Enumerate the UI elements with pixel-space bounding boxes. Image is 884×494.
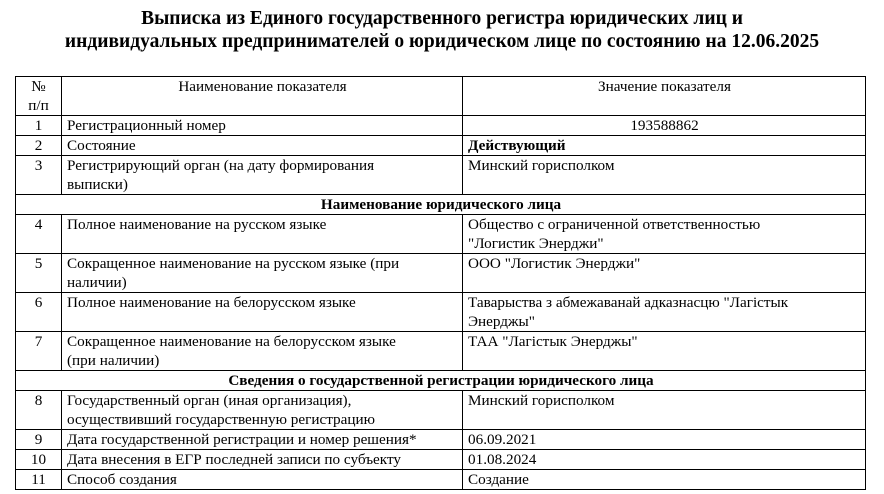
- indicator-value-line-2: Энерджы": [468, 313, 535, 330]
- indicator-name-line-1: Регистрирующий орган (на дату формирования: [67, 157, 375, 174]
- indicator-name: Регистрационный номер: [62, 116, 463, 136]
- row-number: 3: [16, 156, 62, 195]
- indicator-value: 01.08.2024: [463, 450, 866, 470]
- row-number: 8: [16, 391, 62, 430]
- indicator-name: [62, 156, 463, 195]
- indicator-value-line-2: "Логистик Энерджи": [468, 235, 604, 252]
- status-value: Действующий: [463, 136, 866, 156]
- indicator-value: Создание: [463, 470, 866, 490]
- indicator-value: ООО "Логистик Энерджи": [463, 254, 866, 293]
- indicator-value: 193588862: [463, 116, 866, 136]
- registry-extract-table: [15, 76, 866, 490]
- header-number: [16, 77, 62, 116]
- document-title-line-1: Выписка из Единого государственного регистра юридических лиц и: [141, 8, 743, 29]
- row-number: 6: [16, 293, 62, 332]
- indicator-name-line-1: Сокращенное наименование на белорусском языке: [67, 333, 396, 350]
- indicator-name: Дата государственной регистрации и номер решения*: [62, 430, 463, 450]
- table-row: [16, 136, 866, 156]
- row-number: 7: [16, 332, 62, 371]
- header-number-line-1: №: [31, 78, 46, 95]
- row-number: 5: [16, 254, 62, 293]
- table-row: [16, 391, 866, 430]
- document-title: [0, 7, 884, 53]
- header-indicator-value: Значение показателя: [463, 77, 866, 116]
- indicator-name-line-2: выписки): [67, 176, 128, 193]
- indicator-value: Минский горисполком: [463, 391, 866, 430]
- indicator-name: [62, 391, 463, 430]
- indicator-name-line-1: Государственный орган (иная организация),: [67, 392, 352, 409]
- indicator-value: ТАА "Лагістык Энерджы": [463, 332, 866, 371]
- row-number: 4: [16, 215, 62, 254]
- table-row: [16, 156, 866, 195]
- indicator-name-line-1: Сокращенное наименование на русском языке (при: [67, 255, 400, 272]
- row-number: 9: [16, 430, 62, 450]
- indicator-name-line-2: наличии): [67, 274, 127, 291]
- section-legal-name: Наименование юридического лица: [16, 195, 866, 215]
- indicator-name: Дата внесения в ЕГР последней записи по субъекту: [62, 450, 463, 470]
- header-number-line-2: п/п: [28, 97, 49, 114]
- table-row: [16, 470, 866, 490]
- indicator-value-line-1: Общество с ограниченной ответственностью: [468, 216, 761, 233]
- indicator-name: [62, 332, 463, 371]
- table-row: [16, 293, 866, 332]
- indicator-value: [463, 215, 866, 254]
- table-row: [16, 430, 866, 450]
- row-number: 2: [16, 136, 62, 156]
- document-title-line-2: индивидуальных предпринимателей о юридическом лице по состоянию на 12.06.2025: [64, 31, 820, 52]
- indicator-name-line-2: осуществивший государственную регистрацию: [67, 411, 375, 428]
- row-number: 1: [16, 116, 62, 136]
- section-row: [16, 195, 866, 215]
- table-row: [16, 332, 866, 371]
- header-indicator-name: Наименование показателя: [62, 77, 463, 116]
- indicator-value-line-1: Таварыства з абмежаванай адказнасцю "Лагістык: [468, 294, 789, 311]
- table-header-row: [16, 77, 866, 116]
- indicator-name-line-2: (при наличии): [67, 352, 160, 369]
- indicator-name: Способ создания: [62, 470, 463, 490]
- table-row: [16, 450, 866, 470]
- indicator-value: 06.09.2021: [463, 430, 866, 450]
- table-row: [16, 254, 866, 293]
- indicator-value: Минский горисполком: [463, 156, 866, 195]
- table-row: [16, 116, 866, 136]
- indicator-name: Состояние: [62, 136, 463, 156]
- row-number: 11: [16, 470, 62, 490]
- section-row: [16, 371, 866, 391]
- indicator-name: [62, 254, 463, 293]
- table-row: [16, 215, 866, 254]
- section-registration-info: Сведения о государственной регистрации юридического лица: [16, 371, 866, 391]
- indicator-value: [463, 293, 866, 332]
- row-number: 10: [16, 450, 62, 470]
- indicator-name: Полное наименование на русском языке: [62, 215, 463, 254]
- indicator-name: Полное наименование на белорусском языке: [62, 293, 463, 332]
